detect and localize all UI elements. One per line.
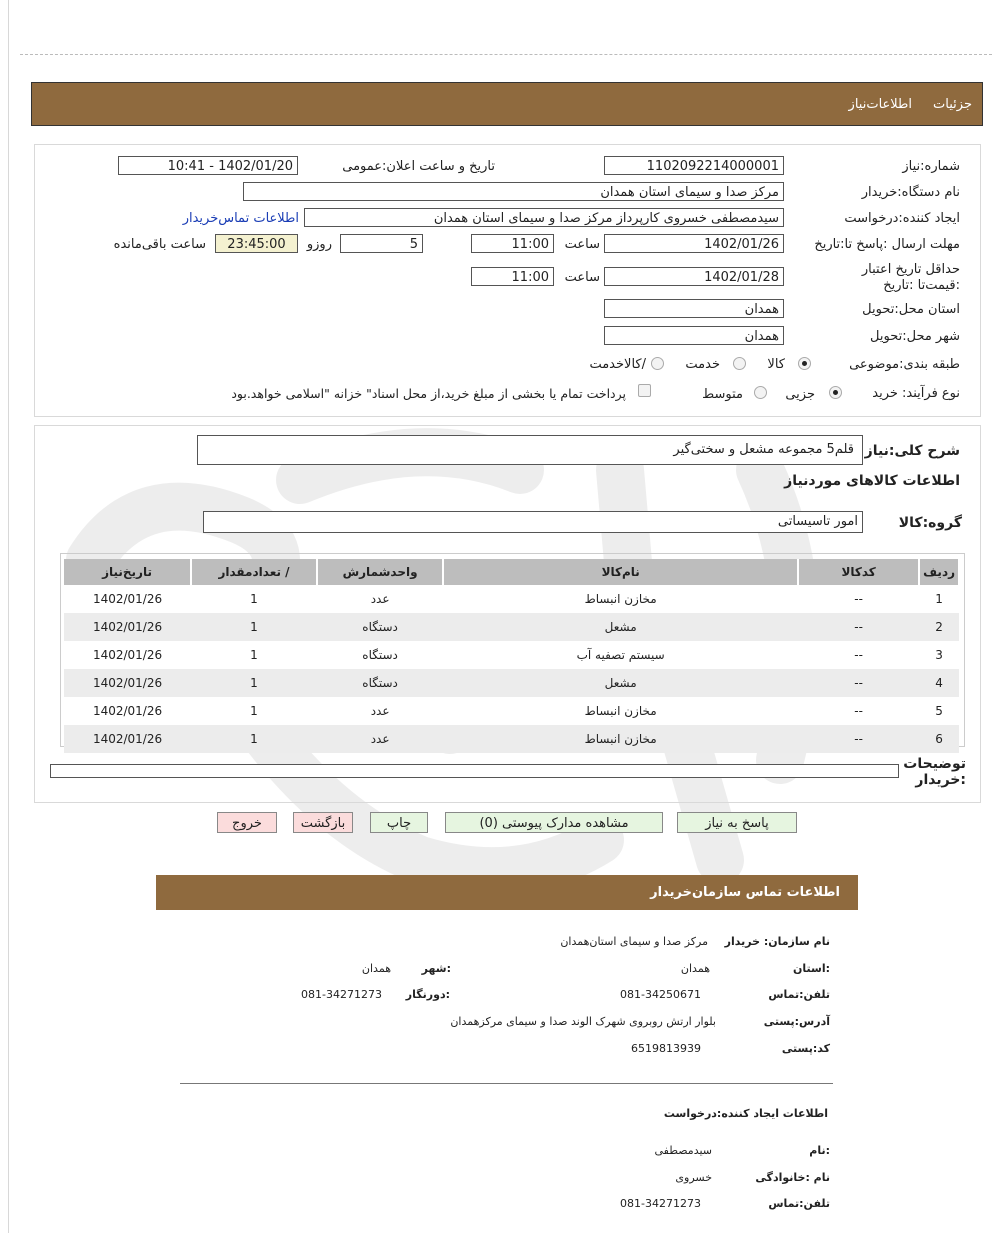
col-qty-header: / تعدادمقدار — [191, 559, 317, 585]
general-description-field: قلم5 مجموعه مشعل و سختی‌گیر — [197, 435, 863, 465]
validity-time-field: 11:00 — [471, 267, 554, 286]
contact-header-bar — [156, 875, 858, 910]
buyer-notes-field — [50, 764, 899, 778]
col-date-header: تاریخ‌نیاز — [64, 559, 191, 585]
cell-row: 2 — [919, 613, 959, 641]
cell-qty: 1 — [191, 725, 317, 753]
category-service-label: خدمت — [685, 357, 720, 372]
top-dashed-separator — [20, 54, 992, 55]
print-button[interactable]: چاپ — [370, 812, 428, 833]
attachments-button[interactable]: مشاهده مدارک پیوستی (0) — [445, 812, 663, 833]
treasury-payment-checkbox[interactable] — [638, 384, 651, 397]
table-row — [64, 641, 959, 669]
cell-name: مخازن انبساط — [443, 725, 798, 753]
contact-province-value: همدان — [680, 962, 710, 975]
process-minor-label: جزیی — [785, 387, 815, 402]
cell-unit: عدد — [317, 697, 443, 725]
table-row — [64, 585, 959, 613]
buyer-notes-label: توضیحات :خریدار — [903, 756, 966, 788]
goods-group-label: گروه:کالا — [898, 515, 962, 531]
send-deadline-time-field: 11:00 — [471, 234, 554, 253]
cell-name: سیستم تصفیه آب — [443, 641, 798, 669]
contact-divider — [180, 1083, 833, 1084]
goods-table — [64, 559, 960, 753]
cell-row: 6 — [919, 725, 959, 753]
cell-row: 5 — [919, 697, 959, 725]
cell-unit: عدد — [317, 585, 443, 613]
cell-row: 3 — [919, 641, 959, 669]
days-field: 5 — [340, 234, 423, 253]
table-row — [64, 697, 959, 725]
need-number-field: 1102092214000001 — [604, 156, 784, 175]
goods-info-title: اطلاعات کالاهای موردنیاز — [784, 473, 960, 489]
contact-fax-value: 081-34271273 — [301, 988, 382, 1001]
cell-name: مشعل — [443, 613, 798, 641]
contact-city-value: همدان — [361, 962, 391, 975]
days-label: روزو — [306, 237, 332, 252]
province-field: همدان — [604, 299, 784, 318]
contact-postal-label: کد:پستی — [781, 1042, 830, 1055]
buyer-org-label: نام دستگاه:خریدار — [861, 185, 960, 200]
process-label: نوع فرآیند: خرید — [872, 386, 960, 401]
table-header-row — [64, 559, 959, 585]
contact-province-label: :استان — [793, 962, 830, 975]
cell-date: 1402/01/26 — [64, 725, 191, 753]
contact-fax-label: :دورنگار — [405, 988, 450, 1001]
contact-city-label: :شهر — [421, 962, 451, 975]
tab-need-info[interactable]: اطلاعات‌نیاز — [848, 97, 912, 112]
col-unit-header: واحدشمارش — [317, 559, 443, 585]
cell-qty: 1 — [191, 641, 317, 669]
contact-postal-value: 6519813939 — [631, 1042, 701, 1055]
col-name-header: نام‌کالا — [443, 559, 798, 585]
cell-row: 4 — [919, 669, 959, 697]
contact-phone-label: تلفن:تماس — [768, 988, 830, 1001]
cell-qty: 1 — [191, 585, 317, 613]
announce-datetime-field: 1402/01/20 - 10:41 — [118, 156, 298, 175]
validity-time-label: ساعت — [564, 270, 600, 285]
table-row — [64, 613, 959, 641]
contact-title: اطلاعات تماس سازمان‌خریدار — [650, 885, 840, 900]
creator-name-value: سیدمصطفی — [654, 1144, 712, 1157]
header-bar — [31, 82, 983, 126]
tab-details[interactable]: جزئیات — [933, 97, 972, 112]
remaining-time-field: 23:45:00 — [215, 234, 298, 253]
requester-label: ایجاد کننده:درخواست — [844, 211, 960, 226]
left-divider — [8, 0, 9, 1233]
category-goods-service-radio[interactable] — [651, 357, 664, 370]
cell-code: -- — [798, 697, 919, 725]
cell-code: -- — [798, 585, 919, 613]
cell-date: 1402/01/26 — [64, 669, 191, 697]
creator-title: اطلاعات ایجاد کننده:درخواست — [663, 1107, 828, 1120]
process-minor-radio[interactable] — [829, 386, 842, 399]
contact-address-label: آدرس:پستی — [763, 1015, 830, 1028]
exit-button[interactable]: خروج — [217, 812, 277, 833]
cell-unit: دستگاه — [317, 613, 443, 641]
cell-qty: 1 — [191, 613, 317, 641]
creator-name-label: :نام — [809, 1144, 830, 1157]
cell-name: مخازن انبساط — [443, 697, 798, 725]
category-goods-label: کالا — [767, 357, 785, 372]
validity-label: حداقل تاریخ اعتبار :قیمت‌تا :تاریخ — [861, 262, 960, 293]
cell-unit: عدد — [317, 725, 443, 753]
cell-qty: 1 — [191, 697, 317, 725]
city-field: همدان — [604, 326, 784, 345]
requester-field: سیدمصطفی خسروی کارپرداز مرکز صدا و سیمای استان همدان — [304, 208, 784, 227]
validity-date-field: 1402/01/28 — [604, 267, 784, 286]
cell-date: 1402/01/26 — [64, 697, 191, 725]
send-time-label: ساعت — [564, 237, 600, 252]
table-row — [64, 725, 959, 753]
category-service-radio[interactable] — [733, 357, 746, 370]
cell-unit: دستگاه — [317, 669, 443, 697]
buyer-contact-link[interactable]: اطلاعات تماس‌خریدار — [182, 211, 299, 226]
category-goods-radio[interactable] — [798, 357, 811, 370]
creator-phone-label: تلفن:تماس — [768, 1197, 830, 1210]
reply-button[interactable]: پاسخ به نیاز — [677, 812, 797, 833]
send-deadline-label: مهلت ارسال :پاسخ تا:تاریخ — [814, 237, 960, 252]
col-code-header: کدکالا — [798, 559, 919, 585]
city-label: شهر محل:تحویل — [870, 329, 960, 344]
announce-datetime-label: تاریخ و ساعت اعلان:عمومی — [342, 159, 495, 174]
cell-code: -- — [798, 613, 919, 641]
process-medium-label: متوسط — [702, 387, 743, 402]
province-label: استان محل:تحویل — [862, 302, 960, 317]
need-number-label: شماره:نیاز — [902, 159, 960, 174]
cell-date: 1402/01/26 — [64, 613, 191, 641]
general-description-label: شرح کلی:نیاز — [864, 443, 960, 459]
creator-phone-value: 081-34271273 — [620, 1197, 701, 1210]
contact-phone-value: 081-34250671 — [620, 988, 701, 1001]
back-button[interactable]: بازگشت — [293, 812, 353, 833]
cell-qty: 1 — [191, 669, 317, 697]
org-name-value: مرکز صدا و سیمای استان‌همدان — [560, 935, 708, 948]
category-goods-service-label: /کالاخدمت — [589, 357, 646, 372]
cell-code: -- — [798, 669, 919, 697]
cell-name: مخازن انبساط — [443, 585, 798, 613]
table-row — [64, 669, 959, 697]
creator-family-label: نام :خانوادگی — [755, 1171, 830, 1184]
contact-address-value: بلوار ارتش روبروی شهرک الوند صدا و سیمای مرکزهمدان — [450, 1015, 716, 1028]
treasury-payment-note: پرداخت تمام یا بخشی از مبلغ خرید،از محل اسناد" خزانه "اسلامی خواهد.بود — [231, 386, 626, 401]
creator-family-value: خسروی — [675, 1171, 712, 1184]
process-medium-radio[interactable] — [754, 386, 767, 399]
buyer-org-field: مرکز صدا و سیمای استان همدان — [243, 182, 784, 201]
cell-name: مشعل — [443, 669, 798, 697]
cell-row: 1 — [919, 585, 959, 613]
cell-unit: دستگاه — [317, 641, 443, 669]
send-deadline-date-field: 1402/01/26 — [604, 234, 784, 253]
col-row-header: ردیف — [919, 559, 959, 585]
category-label: طبقه بندی:موضوعی — [849, 357, 960, 372]
cell-date: 1402/01/26 — [64, 585, 191, 613]
org-name-label: نام سازمان: خریدار — [724, 935, 830, 948]
cell-code: -- — [798, 725, 919, 753]
goods-group-field: امور تاسیساتی — [203, 511, 863, 533]
cell-code: -- — [798, 641, 919, 669]
remaining-time-label: ساعت باقی‌مانده — [113, 237, 206, 252]
cell-date: 1402/01/26 — [64, 641, 191, 669]
